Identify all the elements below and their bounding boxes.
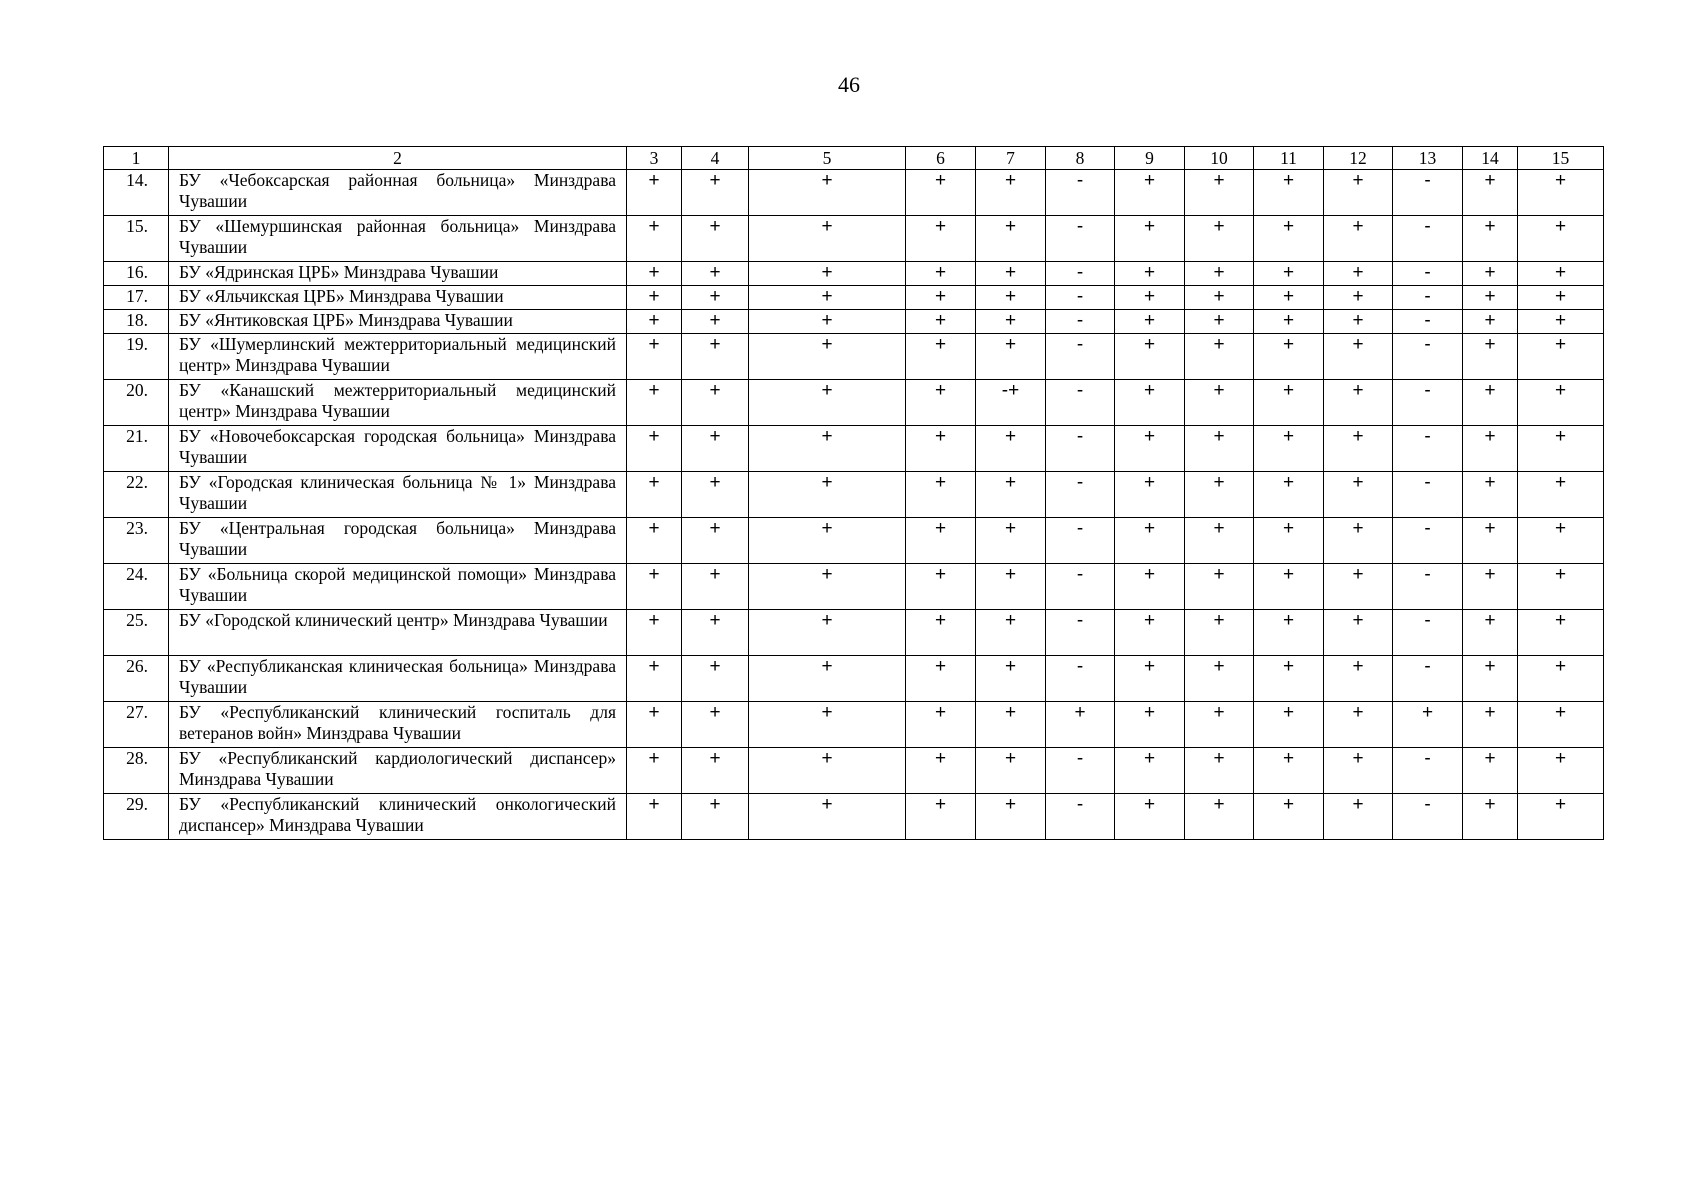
- mark-cell-col-9: +: [1115, 564, 1185, 610]
- mark-cell-col-10: +: [1185, 310, 1254, 334]
- mark-cell-col-10: +: [1185, 380, 1254, 426]
- mark-cell-col-7: +: [976, 334, 1046, 380]
- mark-cell-col-12: +: [1324, 564, 1393, 610]
- page-number: 46: [838, 72, 860, 97]
- mark-cell-col-14: +: [1463, 426, 1518, 472]
- mark-cell-col-10: +: [1185, 518, 1254, 564]
- mark-cell-col-6: +: [906, 518, 976, 564]
- table-row: [104, 748, 1604, 794]
- mark-cell-col-5: +: [749, 472, 906, 518]
- mark-cell-col-14: +: [1463, 794, 1518, 840]
- column-header-9: 9: [1115, 147, 1185, 170]
- mark-cell-col-9: +: [1115, 748, 1185, 794]
- mark-cell-col-3: +: [627, 702, 682, 748]
- mark-cell-col-11: +: [1254, 564, 1324, 610]
- mark-cell-col-12: +: [1324, 380, 1393, 426]
- table-row: [104, 310, 1604, 334]
- mark-cell-col-14: +: [1463, 380, 1518, 426]
- mark-cell-col-15: +: [1518, 216, 1604, 262]
- mark-cell-col-11: +: [1254, 794, 1324, 840]
- mark-cell-col-3: +: [627, 262, 682, 286]
- mark-cell-col-14: +: [1463, 702, 1518, 748]
- column-header-5: 5: [749, 147, 906, 170]
- mark-cell-col-8: -: [1046, 610, 1115, 656]
- institution-name: БУ «Янтиковская ЦРБ» Минздрава Чувашии: [169, 310, 627, 334]
- mark-cell-col-5: +: [749, 426, 906, 472]
- table-row: [104, 262, 1604, 286]
- mark-cell-col-15: +: [1518, 262, 1604, 286]
- mark-cell-col-5: +: [749, 518, 906, 564]
- mark-cell-col-8: -: [1046, 216, 1115, 262]
- mark-cell-col-8: -: [1046, 794, 1115, 840]
- institution-name: БУ «Республиканский кардиологический диспансер» Минздрава Чувашии: [169, 748, 627, 794]
- mark-cell-col-11: +: [1254, 610, 1324, 656]
- mark-cell-col-12: +: [1324, 794, 1393, 840]
- mark-cell-col-6: +: [906, 380, 976, 426]
- row-number: 15.: [104, 216, 169, 262]
- mark-cell-col-15: +: [1518, 334, 1604, 380]
- row-number: 27.: [104, 702, 169, 748]
- row-number: 20.: [104, 380, 169, 426]
- mark-cell-col-12: +: [1324, 216, 1393, 262]
- mark-cell-col-12: +: [1324, 656, 1393, 702]
- mark-cell-col-5: +: [749, 286, 906, 310]
- row-number: 23.: [104, 518, 169, 564]
- mark-cell-col-7: +: [976, 310, 1046, 334]
- mark-cell-col-3: +: [627, 286, 682, 310]
- column-header-11: 11: [1254, 147, 1324, 170]
- mark-cell-col-5: +: [749, 564, 906, 610]
- mark-cell-col-15: +: [1518, 310, 1604, 334]
- row-number: 14.: [104, 170, 169, 216]
- mark-cell-col-5: +: [749, 702, 906, 748]
- mark-cell-col-5: +: [749, 262, 906, 286]
- mark-cell-col-9: +: [1115, 794, 1185, 840]
- mark-cell-col-11: +: [1254, 216, 1324, 262]
- mark-cell-col-4: +: [682, 262, 749, 286]
- mark-cell-col-9: +: [1115, 170, 1185, 216]
- mark-cell-col-4: +: [682, 518, 749, 564]
- table-row: [104, 610, 1604, 656]
- table-row: [104, 170, 1604, 216]
- mark-cell-col-3: +: [627, 564, 682, 610]
- mark-cell-col-7: +: [976, 610, 1046, 656]
- mark-cell-col-4: +: [682, 748, 749, 794]
- mark-cell-col-15: +: [1518, 656, 1604, 702]
- mark-cell-col-10: +: [1185, 472, 1254, 518]
- column-header-3: 3: [627, 147, 682, 170]
- mark-cell-col-8: -: [1046, 262, 1115, 286]
- mark-cell-col-13: -: [1393, 310, 1463, 334]
- mark-cell-col-4: +: [682, 334, 749, 380]
- mark-cell-col-10: +: [1185, 610, 1254, 656]
- row-number: 19.: [104, 334, 169, 380]
- mark-cell-col-9: +: [1115, 380, 1185, 426]
- table-row: [104, 334, 1604, 380]
- column-header-7: 7: [976, 147, 1046, 170]
- column-header-12: 12: [1324, 147, 1393, 170]
- mark-cell-col-3: +: [627, 794, 682, 840]
- mark-cell-col-8: -: [1046, 748, 1115, 794]
- mark-cell-col-7: +: [976, 518, 1046, 564]
- mark-cell-col-7: +: [976, 472, 1046, 518]
- mark-cell-col-4: +: [682, 610, 749, 656]
- institution-name: БУ «Городской клинический центр» Минздрава Чувашии: [169, 610, 627, 656]
- table-row: [104, 426, 1604, 472]
- mark-cell-col-14: +: [1463, 262, 1518, 286]
- mark-cell-col-10: +: [1185, 262, 1254, 286]
- mark-cell-col-7: -+: [976, 380, 1046, 426]
- mark-cell-col-10: +: [1185, 334, 1254, 380]
- mark-cell-col-14: +: [1463, 564, 1518, 610]
- column-header-15: 15: [1518, 147, 1604, 170]
- mark-cell-col-9: +: [1115, 426, 1185, 472]
- mark-cell-col-4: +: [682, 216, 749, 262]
- mark-cell-col-14: +: [1463, 656, 1518, 702]
- mark-cell-col-15: +: [1518, 702, 1604, 748]
- mark-cell-col-13: +: [1393, 702, 1463, 748]
- mark-cell-col-10: +: [1185, 286, 1254, 310]
- mark-cell-col-10: +: [1185, 794, 1254, 840]
- mark-cell-col-8: -: [1046, 170, 1115, 216]
- mark-cell-col-11: +: [1254, 286, 1324, 310]
- mark-cell-col-14: +: [1463, 518, 1518, 564]
- mark-cell-col-11: +: [1254, 262, 1324, 286]
- institution-name: БУ «Республиканский клинический онкологический диспансер» Минздрава Чувашии: [169, 794, 627, 840]
- mark-cell-col-9: +: [1115, 262, 1185, 286]
- mark-cell-col-11: +: [1254, 426, 1324, 472]
- mark-cell-col-7: +: [976, 656, 1046, 702]
- mark-cell-col-10: +: [1185, 656, 1254, 702]
- institution-name: БУ «Чебоксарская районная больница» Минздрава Чувашии: [169, 170, 627, 216]
- institution-name: БУ «Республиканская клиническая больница» Минздрава Чувашии: [169, 656, 627, 702]
- table-row: [104, 518, 1604, 564]
- mark-cell-col-10: +: [1185, 216, 1254, 262]
- column-header-2: 2: [169, 147, 627, 170]
- mark-cell-col-3: +: [627, 170, 682, 216]
- table-row: [104, 702, 1604, 748]
- mark-cell-col-8: -: [1046, 334, 1115, 380]
- mark-cell-col-13: -: [1393, 610, 1463, 656]
- mark-cell-col-13: -: [1393, 426, 1463, 472]
- mark-cell-col-4: +: [682, 310, 749, 334]
- mark-cell-col-14: +: [1463, 472, 1518, 518]
- table-row: [104, 380, 1604, 426]
- mark-cell-col-9: +: [1115, 310, 1185, 334]
- table-header: [104, 147, 1604, 170]
- mark-cell-col-13: -: [1393, 170, 1463, 216]
- mark-cell-col-15: +: [1518, 170, 1604, 216]
- column-header-13: 13: [1393, 147, 1463, 170]
- row-number: 29.: [104, 794, 169, 840]
- mark-cell-col-11: +: [1254, 310, 1324, 334]
- mark-cell-col-3: +: [627, 656, 682, 702]
- mark-cell-col-12: +: [1324, 334, 1393, 380]
- mark-cell-col-6: +: [906, 310, 976, 334]
- mark-cell-col-13: -: [1393, 656, 1463, 702]
- mark-cell-col-8: -: [1046, 380, 1115, 426]
- mark-cell-col-4: +: [682, 286, 749, 310]
- institution-name: БУ «Новочебоксарская городская больница» Минздрава Чувашии: [169, 426, 627, 472]
- mark-cell-col-4: +: [682, 794, 749, 840]
- mark-cell-col-10: +: [1185, 170, 1254, 216]
- mark-cell-col-12: +: [1324, 472, 1393, 518]
- mark-cell-col-5: +: [749, 748, 906, 794]
- mark-cell-col-5: +: [749, 170, 906, 216]
- mark-cell-col-9: +: [1115, 610, 1185, 656]
- mark-cell-col-9: +: [1115, 702, 1185, 748]
- column-header-10: 10: [1185, 147, 1254, 170]
- mark-cell-col-7: +: [976, 216, 1046, 262]
- column-header-6: 6: [906, 147, 976, 170]
- row-number: 16.: [104, 262, 169, 286]
- mark-cell-col-6: +: [906, 216, 976, 262]
- mark-cell-col-7: +: [976, 262, 1046, 286]
- mark-cell-col-8: +: [1046, 702, 1115, 748]
- mark-cell-col-12: +: [1324, 518, 1393, 564]
- mark-cell-col-7: +: [976, 794, 1046, 840]
- row-number: 25.: [104, 610, 169, 656]
- mark-cell-col-14: +: [1463, 748, 1518, 794]
- mark-cell-col-4: +: [682, 656, 749, 702]
- mark-cell-col-6: +: [906, 170, 976, 216]
- mark-cell-col-15: +: [1518, 564, 1604, 610]
- row-number: 28.: [104, 748, 169, 794]
- mark-cell-col-10: +: [1185, 748, 1254, 794]
- mark-cell-col-15: +: [1518, 748, 1604, 794]
- mark-cell-col-6: +: [906, 702, 976, 748]
- mark-cell-col-13: -: [1393, 216, 1463, 262]
- mark-cell-col-9: +: [1115, 334, 1185, 380]
- mark-cell-col-6: +: [906, 564, 976, 610]
- mark-cell-col-5: +: [749, 334, 906, 380]
- mark-cell-col-14: +: [1463, 310, 1518, 334]
- column-header-8: 8: [1046, 147, 1115, 170]
- mark-cell-col-12: +: [1324, 262, 1393, 286]
- mark-cell-col-3: +: [627, 216, 682, 262]
- mark-cell-col-8: -: [1046, 656, 1115, 702]
- mark-cell-col-12: +: [1324, 748, 1393, 794]
- mark-cell-col-7: +: [976, 286, 1046, 310]
- institution-name: БУ «Шумерлинский межтерриториальный медицинский центр» Минздрава Чувашии: [169, 334, 627, 380]
- facility-table: [103, 146, 1604, 840]
- mark-cell-col-9: +: [1115, 518, 1185, 564]
- row-number: 18.: [104, 310, 169, 334]
- mark-cell-col-14: +: [1463, 216, 1518, 262]
- mark-cell-col-4: +: [682, 564, 749, 610]
- mark-cell-col-11: +: [1254, 380, 1324, 426]
- mark-cell-col-13: -: [1393, 564, 1463, 610]
- row-number: 17.: [104, 286, 169, 310]
- mark-cell-col-8: -: [1046, 472, 1115, 518]
- mark-cell-col-4: +: [682, 472, 749, 518]
- mark-cell-col-6: +: [906, 262, 976, 286]
- mark-cell-col-12: +: [1324, 610, 1393, 656]
- mark-cell-col-12: +: [1324, 310, 1393, 334]
- mark-cell-col-7: +: [976, 748, 1046, 794]
- mark-cell-col-4: +: [682, 170, 749, 216]
- mark-cell-col-15: +: [1518, 794, 1604, 840]
- institution-name: БУ «Канашский межтерриториальный медицинский центр» Минздрава Чувашии: [169, 380, 627, 426]
- mark-cell-col-13: -: [1393, 286, 1463, 310]
- institution-name: БУ «Городская клиническая больница № 1» Минздрава Чувашии: [169, 472, 627, 518]
- mark-cell-col-5: +: [749, 216, 906, 262]
- mark-cell-col-6: +: [906, 334, 976, 380]
- row-number: 24.: [104, 564, 169, 610]
- mark-cell-col-4: +: [682, 426, 749, 472]
- mark-cell-col-8: -: [1046, 518, 1115, 564]
- mark-cell-col-8: -: [1046, 564, 1115, 610]
- mark-cell-col-3: +: [627, 748, 682, 794]
- table-row: [104, 286, 1604, 310]
- mark-cell-col-5: +: [749, 380, 906, 426]
- table-body: [104, 170, 1604, 840]
- row-number: 22.: [104, 472, 169, 518]
- mark-cell-col-10: +: [1185, 702, 1254, 748]
- mark-cell-col-9: +: [1115, 472, 1185, 518]
- table-row: [104, 794, 1604, 840]
- column-header-14: 14: [1463, 147, 1518, 170]
- mark-cell-col-3: +: [627, 334, 682, 380]
- mark-cell-col-12: +: [1324, 426, 1393, 472]
- institution-name: БУ «Ядринская ЦРБ» Минздрава Чувашии: [169, 262, 627, 286]
- mark-cell-col-9: +: [1115, 286, 1185, 310]
- mark-cell-col-5: +: [749, 610, 906, 656]
- mark-cell-col-6: +: [906, 426, 976, 472]
- table-row: [104, 472, 1604, 518]
- mark-cell-col-6: +: [906, 610, 976, 656]
- mark-cell-col-3: +: [627, 610, 682, 656]
- mark-cell-col-15: +: [1518, 286, 1604, 310]
- mark-cell-col-11: +: [1254, 748, 1324, 794]
- mark-cell-col-7: +: [976, 426, 1046, 472]
- mark-cell-col-13: -: [1393, 380, 1463, 426]
- mark-cell-col-8: -: [1046, 286, 1115, 310]
- mark-cell-col-11: +: [1254, 472, 1324, 518]
- mark-cell-col-15: +: [1518, 380, 1604, 426]
- table-row: [104, 216, 1604, 262]
- mark-cell-col-14: +: [1463, 286, 1518, 310]
- mark-cell-col-9: +: [1115, 216, 1185, 262]
- table-row: [104, 656, 1604, 702]
- mark-cell-col-12: +: [1324, 170, 1393, 216]
- mark-cell-col-15: +: [1518, 610, 1604, 656]
- mark-cell-col-13: -: [1393, 794, 1463, 840]
- mark-cell-col-5: +: [749, 794, 906, 840]
- column-header-4: 4: [682, 147, 749, 170]
- mark-cell-col-3: +: [627, 426, 682, 472]
- institution-name: БУ «Центральная городская больница» Минздрава Чувашии: [169, 518, 627, 564]
- mark-cell-col-13: -: [1393, 472, 1463, 518]
- mark-cell-col-6: +: [906, 286, 976, 310]
- institution-name: БУ «Больница скорой медицинской помощи» Минздрава Чувашии: [169, 564, 627, 610]
- mark-cell-col-15: +: [1518, 518, 1604, 564]
- mark-cell-col-15: +: [1518, 472, 1604, 518]
- institution-name: БУ «Яльчикская ЦРБ» Минздрава Чувашии: [169, 286, 627, 310]
- mark-cell-col-7: +: [976, 702, 1046, 748]
- mark-cell-col-10: +: [1185, 564, 1254, 610]
- row-number: 21.: [104, 426, 169, 472]
- mark-cell-col-12: +: [1324, 702, 1393, 748]
- mark-cell-col-11: +: [1254, 170, 1324, 216]
- institution-name: БУ «Шемуршинская районная больница» Минздрава Чувашии: [169, 216, 627, 262]
- mark-cell-col-14: +: [1463, 334, 1518, 380]
- mark-cell-col-10: +: [1185, 426, 1254, 472]
- mark-cell-col-6: +: [906, 794, 976, 840]
- institution-name: БУ «Республиканский клинический госпиталь для ветеранов войн» Минздрава Чувашии: [169, 702, 627, 748]
- mark-cell-col-4: +: [682, 702, 749, 748]
- mark-cell-col-13: -: [1393, 518, 1463, 564]
- mark-cell-col-6: +: [906, 472, 976, 518]
- mark-cell-col-11: +: [1254, 702, 1324, 748]
- mark-cell-col-8: -: [1046, 310, 1115, 334]
- mark-cell-col-11: +: [1254, 656, 1324, 702]
- mark-cell-col-14: +: [1463, 170, 1518, 216]
- mark-cell-col-11: +: [1254, 518, 1324, 564]
- mark-cell-col-5: +: [749, 310, 906, 334]
- mark-cell-col-3: +: [627, 380, 682, 426]
- mark-cell-col-6: +: [906, 656, 976, 702]
- table-row: [104, 564, 1604, 610]
- column-header-1: 1: [104, 147, 169, 170]
- mark-cell-col-11: +: [1254, 334, 1324, 380]
- mark-cell-col-7: +: [976, 564, 1046, 610]
- mark-cell-col-14: +: [1463, 610, 1518, 656]
- mark-cell-col-7: +: [976, 170, 1046, 216]
- mark-cell-col-5: +: [749, 656, 906, 702]
- mark-cell-col-6: +: [906, 748, 976, 794]
- mark-cell-col-3: +: [627, 310, 682, 334]
- mark-cell-col-3: +: [627, 472, 682, 518]
- mark-cell-col-13: -: [1393, 334, 1463, 380]
- mark-cell-col-4: +: [682, 380, 749, 426]
- row-number: 26.: [104, 656, 169, 702]
- mark-cell-col-9: +: [1115, 656, 1185, 702]
- mark-cell-col-8: -: [1046, 426, 1115, 472]
- mark-cell-col-12: +: [1324, 286, 1393, 310]
- mark-cell-col-13: -: [1393, 262, 1463, 286]
- mark-cell-col-13: -: [1393, 748, 1463, 794]
- header-row: [104, 147, 1604, 170]
- mark-cell-col-3: +: [627, 518, 682, 564]
- mark-cell-col-15: +: [1518, 426, 1604, 472]
